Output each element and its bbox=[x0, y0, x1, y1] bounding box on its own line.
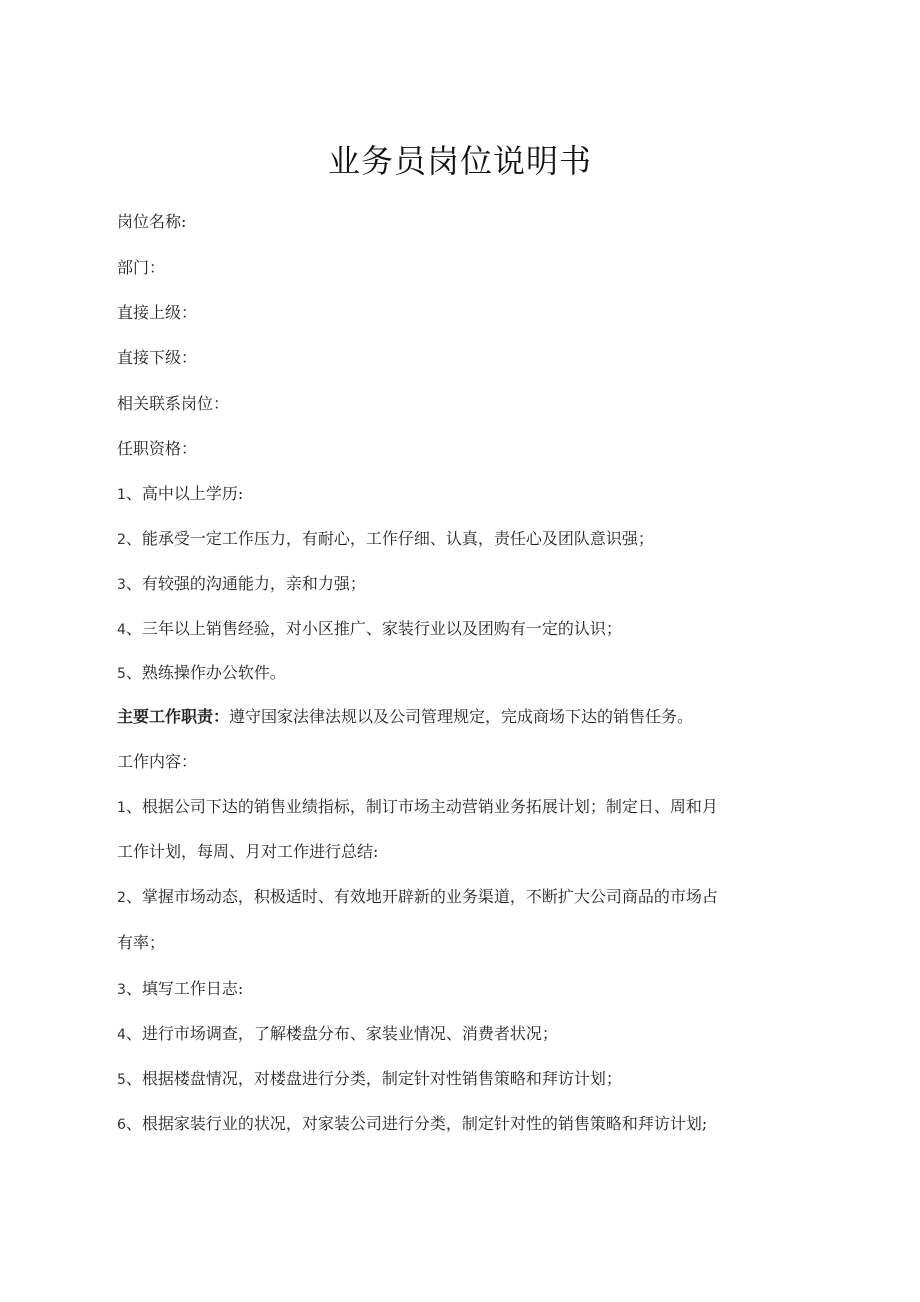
qualification-item bbox=[117, 484, 243, 505]
item-number: 3 bbox=[117, 982, 126, 998]
item-text: 、有较强的沟通能力，亲和力强； bbox=[125, 574, 366, 593]
field-related-positions: 相关联系岗位： bbox=[117, 394, 230, 413]
item-number: 5 bbox=[117, 1072, 126, 1088]
qualification-item bbox=[117, 619, 622, 640]
item-number: 4 bbox=[117, 1027, 126, 1043]
item-number: 3 bbox=[117, 577, 126, 593]
item-text: 、掌握市场动态，积极适时、有效地开辟新的业务渠道，不断扩大公司商品的市场占 bbox=[125, 887, 718, 906]
field-position-name: 岗位名称: bbox=[117, 212, 187, 231]
item-text: 、熟练操作办公软件。 bbox=[125, 663, 286, 682]
work-item bbox=[117, 1069, 622, 1090]
item-text: 、填写工作日志: bbox=[125, 979, 244, 998]
item-text: 、能承受一定工作压力，有耐心，工作仔细、认真，责任心及团队意识强； bbox=[125, 529, 654, 548]
qualification-item bbox=[117, 663, 286, 684]
item-number: 6 bbox=[117, 1117, 126, 1133]
field-direct-superior: 直接上级： bbox=[117, 303, 198, 322]
work-item bbox=[117, 887, 718, 908]
work-item bbox=[117, 1024, 558, 1045]
work-item bbox=[117, 1114, 707, 1135]
item-number: 1 bbox=[117, 800, 126, 816]
item-text: 、三年以上销售经验，对小区推广、家装行业以及团购有一定的认识； bbox=[125, 619, 622, 638]
work-content-heading: 工作内容： bbox=[117, 752, 198, 771]
item-text: 、根据楼盘情况，对楼盘进行分类，制定针对性销售策略和拜访计划； bbox=[125, 1069, 622, 1088]
work-item bbox=[117, 797, 718, 818]
work-item-continuation: 有率； bbox=[117, 933, 166, 952]
qualifications-heading: 任职资格： bbox=[117, 439, 198, 458]
item-number: 1 bbox=[117, 487, 126, 503]
field-department: 部门： bbox=[117, 258, 166, 277]
item-number: 2 bbox=[117, 532, 126, 548]
item-text: 、根据公司下达的销售业绩指标，制订市场主动营销业务拓展计划；制定日、周和月 bbox=[125, 797, 718, 816]
item-number: 2 bbox=[117, 890, 126, 906]
field-direct-subordinate: 直接下级： bbox=[117, 348, 198, 367]
main-duty-label: 主要工作职责： bbox=[117, 707, 230, 726]
item-text: 、根据家装行业的状况，对家装公司进行分类，制定针对性的销售策略和拜访计划; bbox=[125, 1114, 708, 1133]
main-duty bbox=[117, 707, 693, 727]
work-item-continuation: 工作计划，每周、月对工作进行总结: bbox=[117, 842, 379, 861]
qualification-item bbox=[117, 529, 654, 550]
main-duty-text: 遵守国家法律法规以及公司管理规定，完成商场下达的销售任务。 bbox=[229, 707, 694, 726]
item-number: 4 bbox=[117, 622, 126, 638]
item-text: 、进行市场调查，了解楼盘分布、家装业情况、消费者状况； bbox=[125, 1024, 558, 1043]
qualification-item bbox=[117, 574, 366, 595]
item-number: 5 bbox=[117, 666, 126, 682]
item-text: 、高中以上学历: bbox=[125, 484, 244, 503]
work-item bbox=[117, 979, 243, 1000]
document-title: 业务员岗位说明书 bbox=[327, 142, 592, 180]
